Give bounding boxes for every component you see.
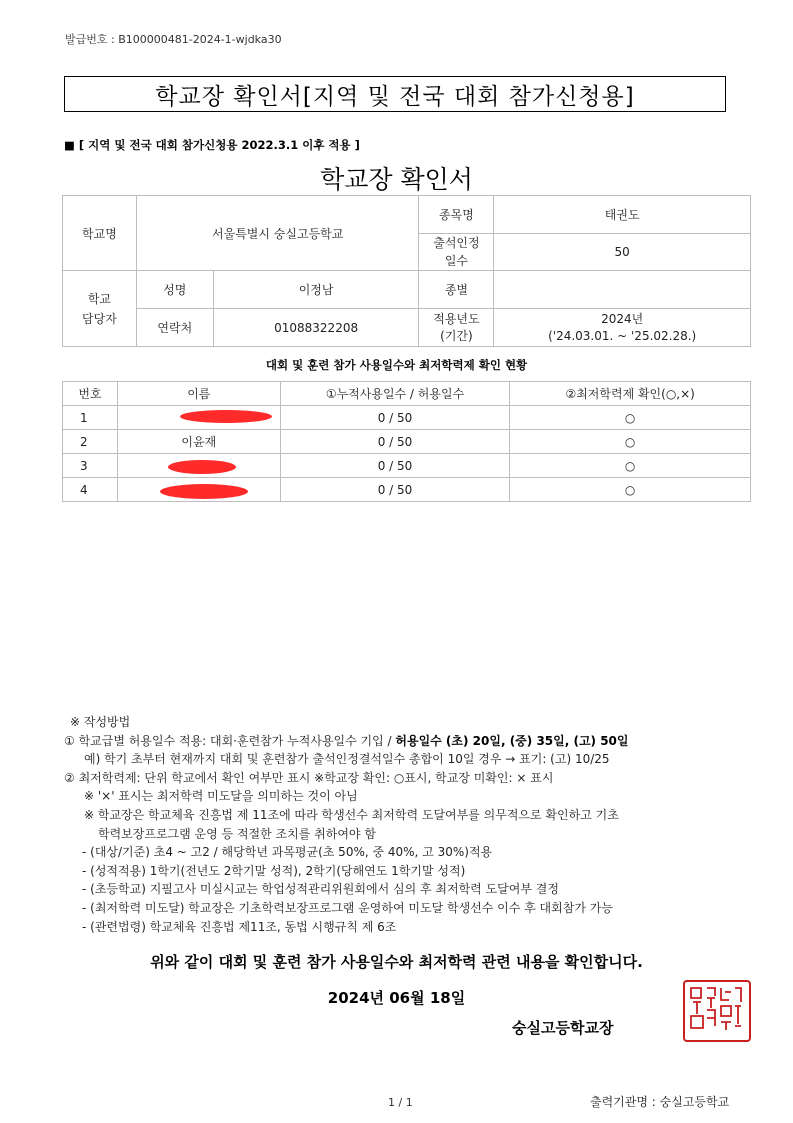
header-days: ①누적사용일수 / 허용일수 (280, 382, 510, 406)
row-days: 0 / 50 (280, 454, 510, 478)
gender-label: 종별 (419, 271, 494, 309)
year-value: 2024년 ('24.03.01. ~ '25.02.28.) (494, 309, 751, 347)
event-value: 태권도 (494, 196, 751, 234)
notes-line-1: ① 학교급별 허용일수 적용: 대회·훈련참가 누적사용일수 기입 / 허용일수 (초) 20일, (중) 35일, (고) 50일 (64, 733, 629, 748)
row-no: 1 (63, 406, 118, 430)
school-label: 학교명 (63, 196, 137, 271)
row-no: 4 (63, 478, 118, 502)
doc-title: 학교장 확인서 (320, 165, 473, 194)
row-check: ○ (510, 406, 751, 430)
row-check: ○ (510, 478, 751, 502)
redaction-mark (160, 484, 248, 499)
attendance-label: 출석인정 일수 (419, 234, 494, 271)
seal-graphic (685, 982, 745, 1036)
row-days: 0 / 50 (280, 406, 510, 430)
notes-line-7: - (대상/기준) 초4 ~ 고2 / 해당학년 과목평균(초 50%, 중 40%, 고 30%)적용 (82, 845, 493, 860)
header-no: 번호 (63, 382, 118, 406)
participants-table (62, 381, 751, 502)
official-seal-icon (683, 980, 751, 1042)
page-number: 1 / 1 (388, 1096, 413, 1109)
gender-value (494, 271, 751, 309)
notes-line-3: ② 최저학력제: 단위 학교에서 확인 여부만 표시 ※학교장 확인: ○표시, 학교장 미확인: × 표시 (64, 770, 554, 785)
table-row (63, 430, 751, 454)
issue-date: 2024년 06월 18일 (327, 989, 466, 1007)
notes-line-6: 학력보장프로그램 운영 등 적절한 조치를 취하여야 함 (98, 826, 376, 841)
notes-line-2: 예) 학기 초부터 현재까지 대회 및 훈련참가 출석인정결석일수 총합이 10일 경우 → 표기: (고) 10/25 (84, 752, 610, 767)
name-value: 이정남 (213, 271, 419, 309)
school-value: 서울특별시 숭실고등학교 (136, 196, 419, 271)
row-name: 이윤재 (117, 430, 280, 454)
confirm-statement: 위와 같이 대회 및 훈련 참가 사용일수와 최저학력 관련 내용을 확인합니다. (150, 953, 643, 971)
notes-line-4: ※ '×' 표시는 최저학력 미도달을 의미하는 것이 아님 (84, 789, 358, 804)
row-check: ○ (510, 430, 751, 454)
notes-line-9: - (초등학교) 지필고사 미실시교는 학업성적관리위원회에서 심의 후 최저학력 도달여부 결정 (82, 882, 559, 897)
table-row (63, 406, 751, 430)
info-table (62, 195, 751, 347)
writing-notes (64, 713, 744, 936)
notes-line-10: - (최저학력 미도달) 학교장은 기초학력보장프로그램 운영하여 미도달 학생선수 이수 후 대회참가 가능 (82, 900, 613, 915)
notes-heading: ※ 작성방법 (70, 715, 131, 729)
notes-line-5: ※ 학교장은 학교체육 진흥법 제 11조에 따라 학생선수 최저학력 도달여부를 의무적으로 확인하고 기초 (84, 807, 619, 822)
row-no: 2 (63, 430, 118, 454)
issuer-name: 출력기관명 : 숭실고등학교 (590, 1095, 730, 1109)
list-sub-title: 대회 및 훈련 참가 사용일수와 최저학력제 확인 현황 (265, 358, 528, 372)
event-label: 종목명 (419, 196, 494, 234)
header-title-box (64, 76, 726, 112)
header-name: 이름 (117, 382, 280, 406)
contact-label: 연락처 (136, 309, 213, 347)
table-row (63, 454, 751, 478)
year-label: 적용년도 (기간) (419, 309, 494, 347)
notes-line-8: - (성적적용) 1학기(전년도 2학기말 성적), 2학기(당해연도 1학기말 성적) (82, 863, 466, 878)
row-days: 0 / 50 (280, 430, 510, 454)
contact-value: 01088322208 (213, 309, 419, 347)
notes-line-11: - (관련법령) 학교체육 진흥법 제11조, 동법 시행규칙 제 6조 (82, 919, 397, 934)
header-check: ②최저학력제 확인(○,×) (510, 382, 751, 406)
header-title: 학교장 확인서[지역 및 전국 대회 참가신청용] (155, 83, 635, 110)
table-header-row (63, 382, 751, 406)
row-check: ○ (510, 454, 751, 478)
section-note: ■ [ 지역 및 전국 대회 참가신청용 2022.3.1 이후 적용 ] (64, 138, 360, 152)
row-days: 0 / 50 (280, 478, 510, 502)
attendance-value: 50 (494, 234, 751, 271)
row-no: 3 (63, 454, 118, 478)
manager-label: 학교 담당자 (63, 271, 137, 347)
principal-signature: 숭실고등학교장 (512, 1019, 614, 1037)
redaction-mark (168, 460, 236, 474)
redaction-mark (180, 410, 272, 423)
name-label: 성명 (136, 271, 213, 309)
issue-number: 발급번호 : B100000481-2024-1-wjdka30 (65, 33, 282, 46)
